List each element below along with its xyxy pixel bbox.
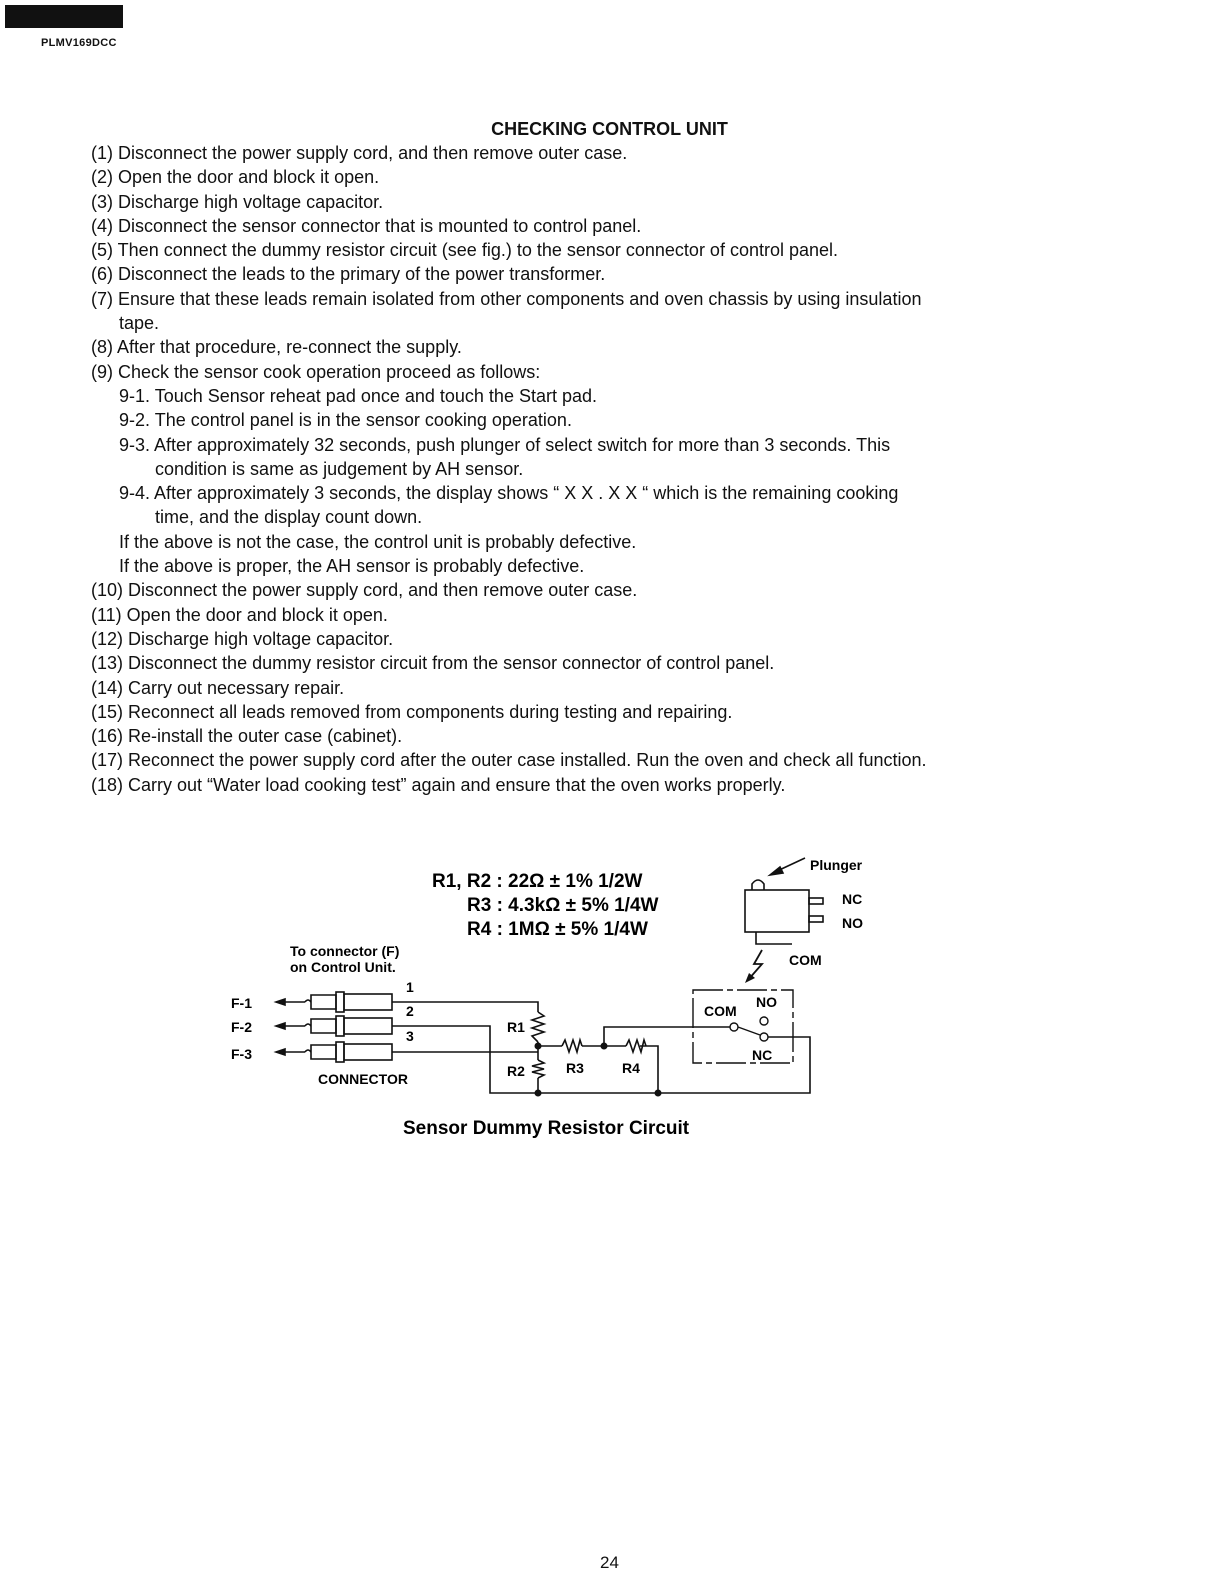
substep-9-4-continued: time, and the display count down. bbox=[155, 507, 423, 528]
section-title: CHECKING CONTROL UNIT bbox=[491, 119, 728, 139]
procedure-steps bbox=[91, 141, 1141, 797]
resistor-r4 bbox=[626, 1040, 646, 1052]
model-number: PLMV169DCC bbox=[41, 37, 117, 49]
spec-r1-r2: R1, R2 : 22Ω ± 1% 1/2W bbox=[432, 871, 643, 892]
spec-r3: R3 : 4.3kΩ ± 5% 1/4W bbox=[467, 895, 659, 916]
label-r4: R4 bbox=[622, 1060, 640, 1076]
step-5: (5) Then connect the dummy resistor circuit (see fig.) to the sensor connector of control panel. bbox=[91, 240, 839, 261]
connector-label: CONNECTOR bbox=[318, 1071, 408, 1087]
step-17: (17) Reconnect the power supply cord after the outer case installed. Run the oven and check all function. bbox=[91, 750, 927, 771]
plunger-label: Plunger bbox=[810, 857, 863, 873]
step-6: (6) Disconnect the leads to the primary of the power transformer. bbox=[91, 264, 606, 285]
terminal-f1: F-1 bbox=[231, 995, 252, 1011]
step-7: (7) Ensure that these leads remain isolated from other components and oven chassis by using insulation bbox=[91, 288, 922, 309]
switch-com-inner: COM bbox=[704, 1003, 737, 1019]
switch-nc-inner: NC bbox=[752, 1047, 773, 1063]
step-15: (15) Reconnect all leads removed from components during testing and repairing. bbox=[91, 701, 733, 722]
step-3: (3) Discharge high voltage capacitor. bbox=[91, 191, 384, 212]
step-11: (11) Open the door and block it open. bbox=[91, 604, 388, 625]
substep-9-3-continued: condition is same as judgement by AH sensor. bbox=[155, 458, 524, 479]
substep-9-3: 9-3. After approximately 32 seconds, push plunger of select switch for more than 3 seconds. This bbox=[119, 434, 891, 455]
microswitch-icon bbox=[745, 880, 823, 944]
pin-3: 3 bbox=[406, 1028, 414, 1044]
step-4: (4) Disconnect the sensor connector that is mounted to control panel. bbox=[91, 215, 642, 236]
result-defective-control: If the above is not the case, the control unit is probably defective. bbox=[119, 531, 637, 552]
sensor-dummy-resistor-circuit bbox=[0, 840, 1219, 1170]
step-14: (14) Carry out necessary repair. bbox=[91, 677, 345, 698]
switch-com-label: COM bbox=[789, 952, 822, 968]
step-16: (16) Re-install the outer case (cabinet). bbox=[91, 726, 403, 747]
substep-9-4: 9-4. After approximately 3 seconds, the display shows “ X X . X X “ which is the remaining cooking bbox=[119, 483, 899, 504]
step-2: (2) Open the door and block it open. bbox=[91, 167, 380, 188]
step-8: (8) After that procedure, re-connect the supply. bbox=[91, 337, 462, 358]
terminal-f3: F-3 bbox=[231, 1046, 252, 1062]
terminal-arrows bbox=[276, 999, 305, 1055]
switch-nc-label: NC bbox=[842, 891, 863, 907]
step-18: (18) Carry out “Water load cooking test” again and ensure that the oven works properly. bbox=[91, 774, 786, 795]
connector-body bbox=[305, 992, 392, 1062]
connector-note-line-2: on Control Unit. bbox=[290, 959, 396, 975]
step-7-continued: tape. bbox=[119, 313, 160, 334]
diagram-caption: Sensor Dummy Resistor Circuit bbox=[403, 1118, 690, 1139]
switch-no-label: NO bbox=[842, 915, 863, 931]
actuation-bolt-icon bbox=[745, 950, 762, 983]
label-r2: R2 bbox=[507, 1063, 525, 1079]
plunger-arrow-icon bbox=[770, 858, 805, 875]
page-number: 24 bbox=[600, 1553, 619, 1572]
terminal-f2: F-2 bbox=[231, 1019, 252, 1035]
connector-note-line-1: To connector (F) bbox=[290, 943, 400, 959]
substep-9-2: 9-2. The control panel is in the sensor cooking operation. bbox=[119, 410, 572, 431]
step-1: (1) Disconnect the power supply cord, and then remove outer case. bbox=[91, 143, 628, 163]
substep-9-1: 9-1. Touch Sensor reheat pad once and touch the Start pad. bbox=[119, 385, 598, 406]
switch-no-inner: NO bbox=[756, 994, 777, 1010]
step-9: (9) Check the sensor cook operation proceed as follows: bbox=[91, 361, 541, 382]
pin-2: 2 bbox=[406, 1003, 414, 1019]
junction-dots bbox=[535, 1043, 662, 1097]
header-bar bbox=[5, 5, 123, 28]
spec-r4: R4 : 1MΩ ± 5% 1/4W bbox=[467, 919, 648, 940]
step-10: (10) Disconnect the power supply cord, and then remove outer case. bbox=[91, 580, 638, 601]
step-12: (12) Discharge high voltage capacitor. bbox=[91, 628, 394, 649]
label-r3: R3 bbox=[566, 1060, 584, 1076]
step-13: (13) Disconnect the dummy resistor circuit from the sensor connector of control panel. bbox=[91, 653, 775, 674]
resistor-r2 bbox=[532, 1060, 544, 1078]
resistor-r3 bbox=[562, 1040, 582, 1052]
result-defective-sensor: If the above is proper, the AH sensor is probably defective. bbox=[119, 556, 585, 577]
pin-1: 1 bbox=[406, 979, 414, 995]
switch-contacts bbox=[730, 1017, 768, 1041]
label-r1: R1 bbox=[507, 1019, 525, 1035]
resistor-r1 bbox=[532, 1012, 544, 1042]
